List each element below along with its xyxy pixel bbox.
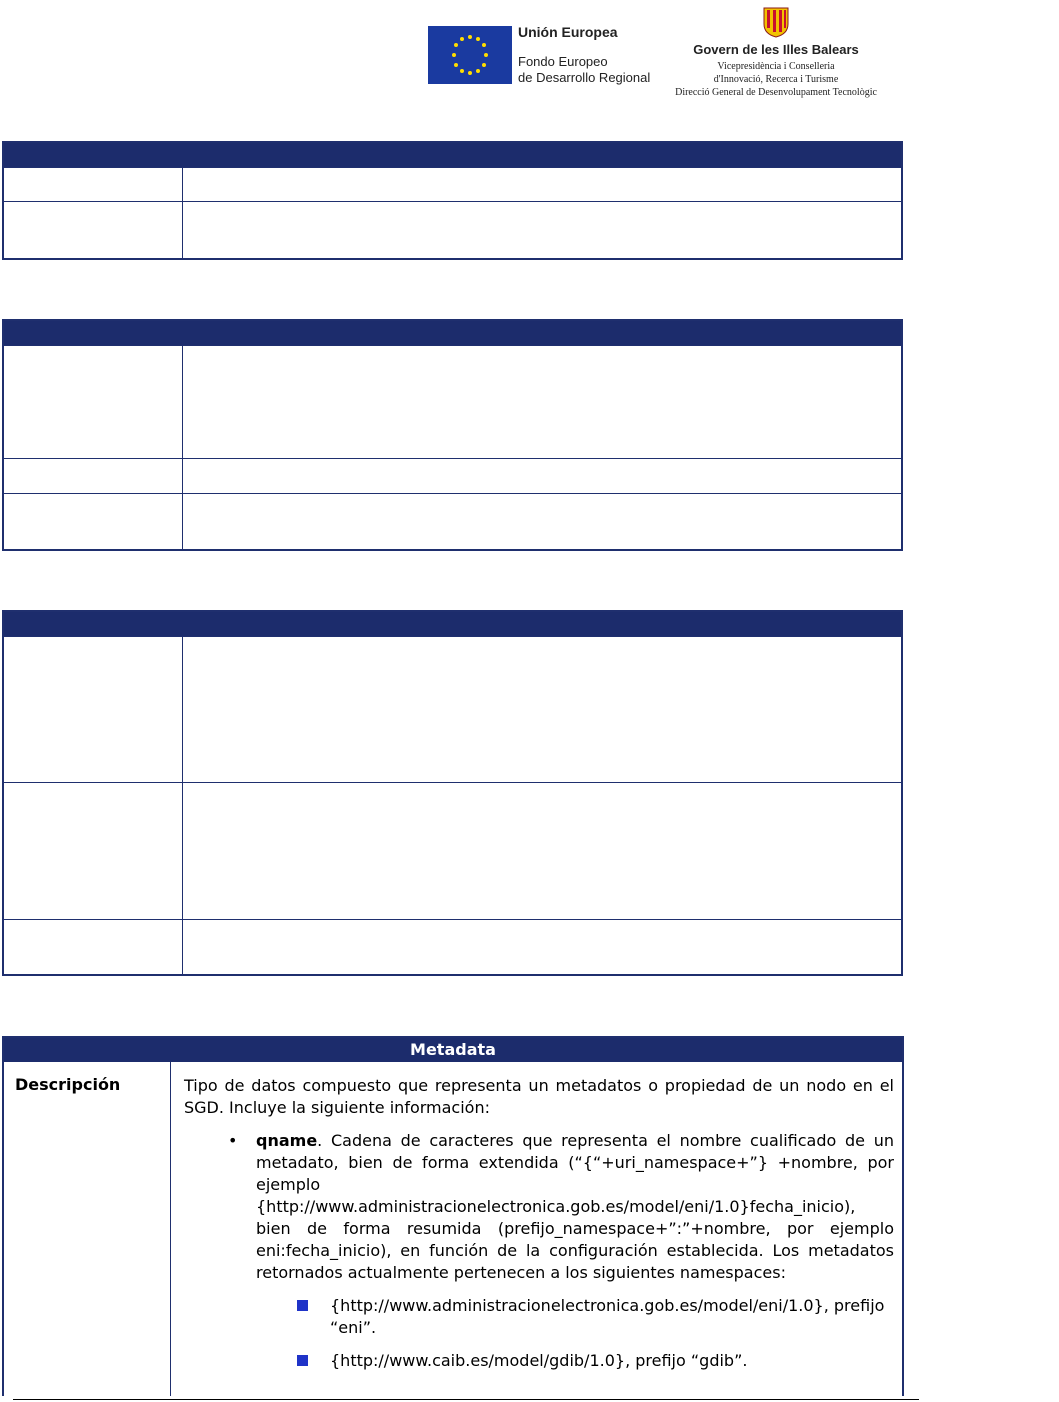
eu-fund-line: Fondo Europeo bbox=[518, 54, 608, 69]
table-header-bar bbox=[4, 143, 901, 167]
balearic-shield-icon bbox=[762, 6, 790, 38]
table-row bbox=[4, 167, 901, 201]
table-row bbox=[4, 201, 901, 258]
footer-rule bbox=[13, 1399, 919, 1400]
table-row bbox=[4, 458, 901, 493]
namespace-text: {http://www.caib.es/model/gdib/1.0}, prefijo “gdib”. bbox=[330, 1351, 748, 1370]
metadata-table-body bbox=[4, 1062, 902, 1396]
table-3 bbox=[2, 610, 903, 976]
description-intro: Tipo de datos compuesto que representa un metadatos o propiedad de un nodo en el SGD. Incluye la siguiente información: bbox=[184, 1076, 894, 1117]
description-label: Descripción bbox=[15, 1075, 121, 1094]
table-row bbox=[4, 636, 901, 782]
gov-subtitle: d'Innovació, Recerca i Turisme bbox=[713, 74, 839, 85]
govern-logo bbox=[662, 6, 890, 99]
bullet-dot-icon: • bbox=[228, 1131, 238, 1150]
list-item bbox=[184, 1350, 894, 1372]
eu-title: Unión Europea bbox=[518, 24, 618, 40]
table-row bbox=[4, 345, 901, 458]
bullet-text: . Cadena de caracteres que representa el nombre cualificado de un metadato, bien de forma extendida (“{“+uri_namespace+”} +nombre, por ejemplo {http://www.administracionelectronica.gob.es/model/eni/1.0}fecha_inicio), bien de forma resumida (prefijo_namespace+”:”+nombre, por ejemplo eni:fecha_inicio), en función de la configuración establecida. Los metadatos retornados actualmente pertenecen a los siguientes namespaces: bbox=[256, 1131, 894, 1282]
table-header-bar bbox=[4, 612, 901, 636]
gov-subtitle: Vicepresidència i Conselleria bbox=[717, 61, 835, 72]
metadata-table bbox=[2, 1036, 904, 1396]
table-2 bbox=[2, 319, 903, 551]
square-bullet-icon bbox=[297, 1300, 308, 1311]
namespace-text: {http://www.administracionelectronica.gob.es/model/eni/1.0}, prefijo “eni”. bbox=[330, 1296, 885, 1337]
table-row bbox=[4, 919, 901, 974]
list-item bbox=[184, 1130, 894, 1284]
description-content bbox=[184, 1075, 894, 1383]
table-row bbox=[4, 493, 901, 549]
gov-subtitle: Direcció General de Desenvolupament Tecnològic bbox=[675, 87, 877, 98]
metadata-table-title: Metadata bbox=[4, 1038, 902, 1062]
square-bullet-icon bbox=[297, 1355, 308, 1366]
table-row bbox=[4, 782, 901, 919]
eu-logo-text bbox=[518, 24, 650, 86]
eu-flag-icon bbox=[428, 26, 512, 84]
gov-title: Govern de les Illes Balears bbox=[693, 42, 859, 57]
list-item bbox=[184, 1295, 894, 1339]
table-header-bar bbox=[4, 321, 901, 345]
bullet-term: qname bbox=[256, 1131, 318, 1150]
table-1 bbox=[2, 141, 903, 260]
eu-fund-line: de Desarrollo Regional bbox=[518, 70, 651, 85]
